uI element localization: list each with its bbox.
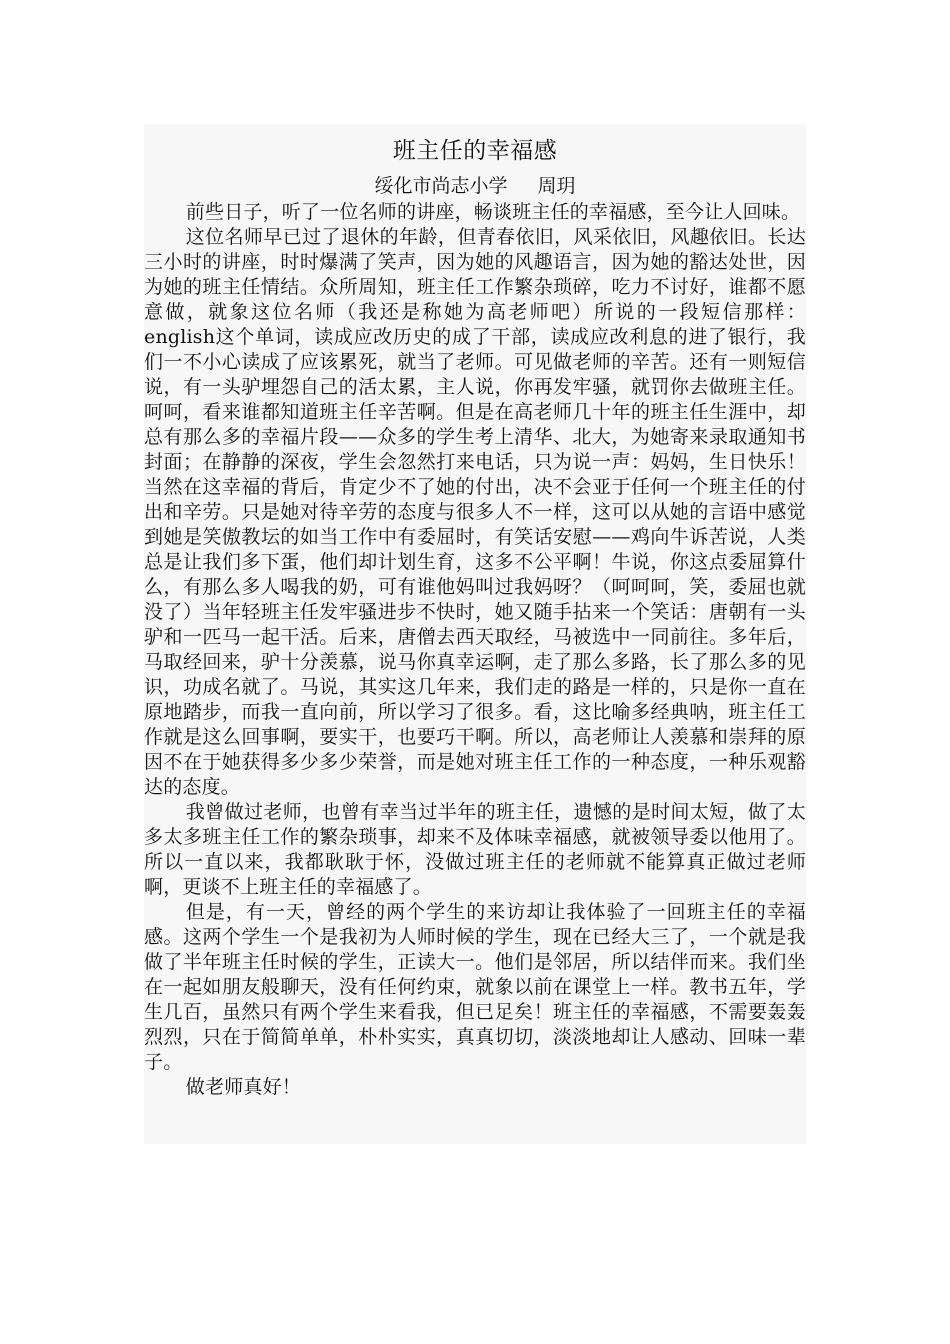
document-title: 班主任的幸福感	[392, 138, 558, 164]
paragraph: 这位名师早已过了退休的年龄，但青春依旧，风采依旧，风趣依旧。长达三小时的讲座，时时爆满了笑声，因为她的风趣语言，因为她的豁达处世，因为她的班主任情结。众所周知，班主任工作繁杂琐碎，吃力不讨好，谁都不愿意做，就象这位名师（我还是称她为高老师吧）所说的一段短信那样：english这个单词，读成应改历史的成了干部，读成应改利息的进了银行，我们一不小心读成了应该累死，就当了老师。可见做老师的辛苦。还有一则短信说，有一头驴埋怨自己的活太累，主人说，你再发牢骚，就罚你去做班主任。呵呵，看来谁都知道班主任辛苦啊。但是在高老师几十年的班主任生涯中，却总有那么多的幸福片段——众多的学生考上清华、北大，为她寄来录取通知书封面；在静静的深夜，学生会忽然打来电话，只为说一声：妈妈，生日快乐！当然在这幸福的背后，肯定少不了她的付出，决不会亚于任何一个班主任的付出和辛劳。只是她对待辛劳的态度与很多人不一样，这可以从她的言语中感觉到她是笑傲教坛的如当工作中有委屈时，有笑话安慰——鸡向牛诉苦说，人类总是让我们多下蛋，他们却计划生育，这多不公平啊！牛说，你这点委屈算什么，有那么多人喝我的奶，可有谁他妈叫过我妈呀？（呵呵呵，笑，委屈也就没了）当年轻班主任发牢骚进步不快时，她又随手拈来一个笑话：唐朝有一头驴和一匹马一起干活。后来，唐僧去西天取经，马被选中一同前往。多年后，马取经回来，驴十分羡慕，说马你真幸运啊，走了那么多路，长了那么多的见识，功成名就了。马说，其实这几年来，我们走的路是一样的，只是你一直在原地踏步，而我一直向前，所以学习了很多。看，这比喻多经典呐，班主任工作就是这么回事啊，要实干，也要巧干啊。所以，高老师让人羡慕和崇拜的原因不在于她获得多少多少荣誉，而是她对班主任工作的一种态度，一种乐观豁达的态度。	[144, 226, 806, 798]
article-body	[144, 200, 806, 1100]
school-name: 绥化市尚志小学	[374, 175, 508, 197]
document-page	[144, 124, 806, 1144]
paragraph: 我曾做过老师，也曾有幸当过半年的班主任，遗憾的是时间太短，做了太多太多班主任工作的繁杂琐事，却来不及体味幸福感，就被领导委以他用了。所以一直以来，我都耿耿于怀，没做过班主任的老师就不能算真正做过老师啊，更谈不上班主任的幸福感了。	[144, 801, 806, 898]
byline	[144, 174, 806, 198]
author-name: 周玥	[537, 175, 576, 197]
paragraph: 前些日子，听了一位名师的讲座，畅谈班主任的幸福感，至今让人回味。	[185, 201, 801, 223]
paragraph: 但是，有一天，曾经的两个学生的来访却让我体验了一回班主任的幸福感。这两个学生一个是我初为人师时候的学生，现在已经大三了，一个就是我做了半年班主任时候的学生，正读大一。他们是邻居，所以结伴而来。我们坐在一起如朋友般聊天，没有任何约束，就象以前在课堂上一样。教书五年，学生几百，虽然只有两个学生来看我，但已足矣！班主任的幸福感，不需要轰轰烈烈，只在于简简单单，朴朴实实，真真切切，淡淡地却让人感动、回味一辈子。	[144, 901, 806, 1073]
paragraph: 做老师真好！	[185, 1076, 301, 1098]
